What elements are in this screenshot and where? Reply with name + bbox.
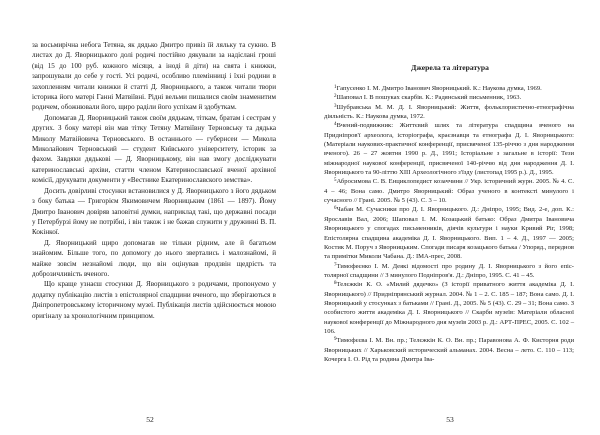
reference-item — [324, 103, 574, 122]
paragraph: Д. Яворницький щиро допомагав не тільки рідним, але й багатьом знайомим. Більше того, по допомогу до нього звертались і малознайомі, й майже зовсім незнайомі люди, що він оцінував продзвін щедрість та доброзичливість вченого. — [32, 238, 276, 278]
footnote-number: 5 — [334, 178, 337, 184]
references-list — [324, 84, 574, 364]
reference-text: Шубравська М. М. Д. І. Яворницький: Життя, фольклористично-етнографічна діяльність. К.: Наукова думка, 1972. — [324, 103, 574, 121]
reference-item — [324, 177, 574, 205]
footnote-number: 8 — [334, 281, 337, 287]
reference-text: Гапусенко І. М. Дмитро Іванович Яворницький. К.: Наукова думка, 1969. — [336, 85, 542, 92]
reference-text: Тимофеєнко І. М. Деякі відомості про родину Д. І. Яворницького з його епістолярної спадщини // З минулого Подніпров'я. Д.: Дніпро, 1995. С. 41 – 45. — [324, 262, 574, 279]
paragraph: Досить довірливі стосунки встановилися у Д. Яворницького з його дядьком з боку батька — Григорієм Якимовичем Яворницьким (1861 — 1897). Йому Дмитро Іванович довіряв заповітні думки, наприклад такі, що державні посади у Петербурзі йому не потрібні, і він також і не бажав служити у дружинні В. П. Кокінкої. — [32, 186, 276, 237]
footnote-number: 1 — [334, 85, 337, 90]
footnote-number: 4 — [334, 122, 337, 128]
reference-item — [324, 336, 574, 364]
paragraph: Що краще узнаєш стосунки Д. Яворницького з родичами, пропонуємо у додатку публікацію листів з епістолярної спадщини вченого, що зберігаються в Дніпропетровському історичному музеї. Публікація листів здійснюється мовою оригіналу за хронологічним принципом. — [32, 280, 276, 320]
footnote-number: 9 — [334, 337, 337, 343]
reference-text: Телєжкін К. О. «Милий дядечко» (З історії приватного життя академіка Д. І. Яворницького) // Придніпрянський журнал. 2004. № 1 – 2. С. 185 – 187; Вона само. Д. І. Яворницький у стосунках з батьками // Грані. Д., 2005. № 5 (43). С. 29 – 31; Вона само. З особистого життя академіка Д. І. Яворницького // Скарби музеїв: Матеріали обласної наукової конференції до Міжнародного дня музеїв 2003 р. Д.: АРТ-ПРЕС, 2005. С. 102 – 106. — [324, 281, 574, 335]
page-number-right: 53 — [446, 415, 454, 424]
paragraph: за восьмирічна небога Тетяна, як дядько Дмитро привіз їй ляльку та сукню. В листах до Д. Яворницького долі родичі постійно дякували за надіслані гроші (від 15 до 100 руб. кожного місяця, а іноді й діти) на свята і книжки, запрошували до себе у гості. Усі родичі, особливо племінниці і їхні родини в захопленням читали книжки й статті Д. Яворницького, а також читали твори історика його матері Ганні Матвіївні. Рідні вельми пишалися своїм знаменитим родичем, обожнювали його, щиро раділи його успіхам й здобуткам. — [32, 41, 276, 112]
right-page — [300, 0, 600, 435]
reference-text: Шаповал І. В пошуках скарбів. К.: Радянський письменник, 1963. — [336, 94, 522, 102]
footnote-number: 2 — [334, 94, 337, 100]
paragraph: Допомагав Д. Яворницький також своїм дядькам, тіткам, братам і сестрам у других. З боку матері він мав тітку Тетяну Матвіївну Терновську та дядька Миколу Матвійовича Терновського. В останнього — губернсеи — Микола Миколайович Терновський — студент Київського університету, історик за фахом. Завдяки дядькові — Д. Яворницькому, він нав змогу досліджувати катеринославські архіви, статти членом Катеринославської вченої архівної комісії, друкувати документи у «Вестнике Екатеринославского земства». — [32, 113, 276, 185]
footnote-number: 7 — [334, 262, 337, 268]
reference-item — [324, 262, 574, 281]
reference-item — [324, 121, 574, 177]
reference-text: Чабан М. Сучасники про Д. І. Яворницького. Д.: Дніпро, 1995; Вид. 2-е, доп. К.: Ярославів Вал, 2006; Шаповал І. М. Козацький батько: Образ Дмитра Івановича Яворницького у спогадах письменників, діячів культури і науки Кривий Ріг, 1998; Епістолярна спадщина академіка Д. І. Яворницького. Вип. 1 – 4. Д., 1997 — 2005; Костик М. Поруч з Яворницьким. Спогади писаря козацького батька / Упоряд., переднов та примітки Миколи Чабана. Д.: ІМА-прес, 2008. — [324, 206, 574, 261]
reference-text: Абросимова С. В. Енциклопедист козаччини // Укр. історичний журн. 2005. № 4. С. 4 – 46; Вона само. Дмитро Яворницький: Образ ученого в контексті минулого і сучасного // Грані. 2005. № 5 (43). С. 3 – 10. — [324, 178, 574, 205]
footnote-number: 3 — [334, 103, 337, 109]
left-page-body — [32, 40, 276, 321]
section-heading: Джерела та література — [411, 63, 489, 72]
page-number-left: 52 — [146, 415, 154, 424]
reference-item — [324, 280, 574, 336]
reference-text: Тимофєєва І. М. Вн. пр.; Телєжкін К. О. Вн. пр.; Паравонова А. Ф. Кисторня роди Яворницьких // Харьковский исторический альманах. 2004. Весна – лето. С. 110 – 113; Кочерга І. О. Рід та родина Дмитра Іва- — [324, 337, 574, 363]
footnote-number: 6 — [334, 206, 337, 212]
reference-item — [324, 93, 574, 102]
reference-item — [324, 84, 574, 93]
reference-text: Вчений-подвижник: Життєвий шлях та література спадщина вченого на Придніпров'ї археолога, історіографа, краєзнавця та етнографа Д. І. Яворницького: (Матеріали наукових-практичної конференції, присвяченої 135-річчю з дня народження вченого). 26 – 27 жовтня 1990 р. Д., 1991; Історіальне з загальне в історії: Тези міжнародної наукової конференції, присвяченої 140-річчю від дня народження Д. І. Яворницького та 90-літтю XIII Археологічного з'їзду (листопад 1995 р.). Д., 1995. — [324, 122, 574, 177]
reference-item — [324, 205, 574, 261]
